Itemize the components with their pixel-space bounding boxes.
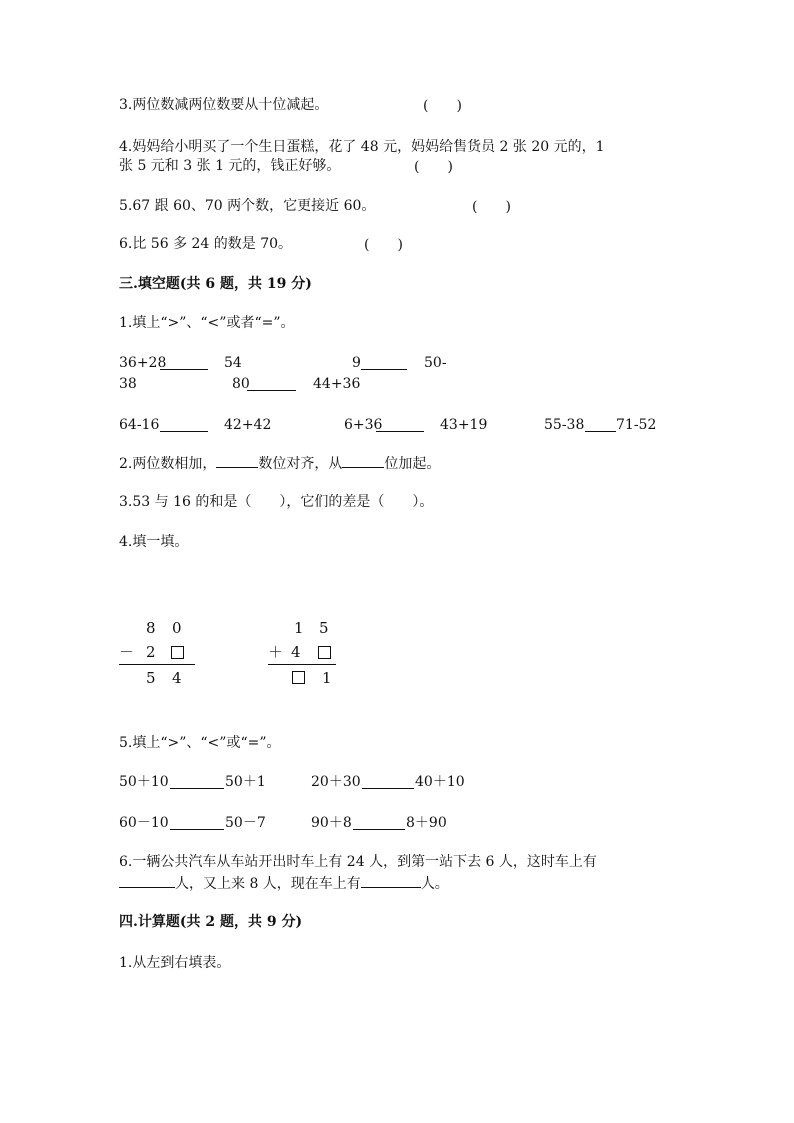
expr: 50＋10 [119, 774, 169, 790]
equals-rule [119, 664, 195, 665]
expr: 44+36 [313, 376, 361, 392]
expr: 60－10 [119, 815, 169, 831]
minus-sign: － [119, 643, 135, 661]
digit: 1 [322, 669, 332, 687]
digit: 5 [146, 669, 156, 687]
answer-blank[interactable] [119, 873, 175, 888]
expr: 8＋90 [406, 815, 447, 831]
digit: 4 [172, 669, 182, 687]
q2-part-c: 位加起。 [384, 456, 441, 472]
digit: 4 [291, 643, 301, 661]
answer-blank[interactable] [247, 376, 296, 391]
q6-part-c: 人。 [420, 876, 449, 892]
digit: 1 [294, 619, 304, 637]
expr: 54 [224, 355, 242, 371]
digit: 0 [172, 619, 182, 637]
expr: 50- [424, 355, 447, 371]
answer-blank[interactable] [342, 453, 384, 468]
judge-q5: 5.67 跟 60、70 两个数，它更接近 60。 [119, 198, 376, 214]
question-3: 3.53 与 16 的和是（ ），它们的差是（ ）。 [119, 494, 434, 510]
q2-part-b: 数位对齐，从 [258, 456, 343, 472]
expr: 64-16 [119, 417, 160, 433]
digit: 8 [146, 619, 156, 637]
expr: 9 [352, 355, 361, 371]
blank-box[interactable] [292, 671, 305, 684]
answer-paren: ( ) [472, 199, 511, 215]
answer-blank[interactable] [216, 453, 258, 468]
equals-rule [268, 664, 336, 665]
expr: 90＋8 [311, 815, 352, 831]
expr: 43+19 [440, 417, 488, 433]
q2-part-a: 2.两位数相加， [119, 456, 217, 472]
judge-q4-line2: 张 5 元和 3 张 1 元的，钱正好够。 [119, 158, 341, 174]
question-4: 4.填一填。 [119, 534, 189, 550]
answer-paren: ( ) [414, 159, 453, 175]
judge-q3: 3.两位数减两位数要从十位减起。 [119, 97, 329, 113]
question-text: 1.从左到右填表。 [119, 955, 231, 971]
answer-paren: ( ) [364, 237, 403, 253]
expr: 6+36 [344, 417, 383, 433]
answer-blank[interactable] [376, 417, 424, 432]
q6-part-b: 人，又上来 8 人，现在车上有 [175, 876, 361, 892]
question-text: 1.填上“>”、“<”或者“=”。 [119, 315, 295, 331]
judge-q4-line1: 4.妈妈给小明买了一个生日蛋糕，花了 48 元，妈妈给售货员 2 张 20 元的，1 [119, 139, 605, 155]
answer-blank[interactable] [361, 873, 421, 888]
question-2 [119, 453, 440, 474]
expr: 80 [232, 376, 250, 392]
digit: 5 [319, 619, 329, 637]
expr: 40＋10 [415, 774, 465, 790]
expr: 71-52 [616, 417, 657, 433]
question-6-line2 [119, 873, 449, 894]
answer-blank[interactable] [160, 417, 208, 432]
answer-blank[interactable] [353, 815, 405, 830]
answer-blank[interactable] [170, 774, 224, 789]
section-title: 四.计算题(共 2 题，共 9 分) [119, 914, 303, 930]
answer-blank[interactable] [160, 355, 208, 370]
blank-box[interactable] [318, 646, 331, 659]
answer-blank[interactable] [170, 815, 224, 830]
answer-blank[interactable] [361, 355, 407, 370]
question-5: 5.填上“>”、“<”或“=”。 [119, 735, 281, 751]
digit: 2 [146, 643, 156, 661]
answer-paren: ( ) [423, 98, 462, 114]
expr: 42+42 [224, 417, 272, 433]
expr: 20＋30 [311, 774, 361, 790]
answer-blank[interactable] [585, 417, 616, 432]
expr: 50－7 [225, 815, 266, 831]
section-title: 三.填空题(共 6 题，共 19 分) [119, 276, 312, 292]
answer-blank[interactable] [362, 774, 414, 789]
expr: 36+28 [119, 355, 167, 371]
blank-box[interactable] [171, 646, 184, 659]
expr: 55-38 [544, 417, 585, 433]
expr: 50＋1 [225, 774, 266, 790]
judge-q6: 6.比 56 多 24 的数是 70。 [119, 236, 293, 252]
plus-sign: ＋ [268, 643, 284, 661]
question-6-line1: 6.一辆公共汽车从车站开出时车上有 24 人，到第一站下去 6 人，这时车上有 [119, 854, 597, 870]
expr: 38 [119, 376, 137, 392]
